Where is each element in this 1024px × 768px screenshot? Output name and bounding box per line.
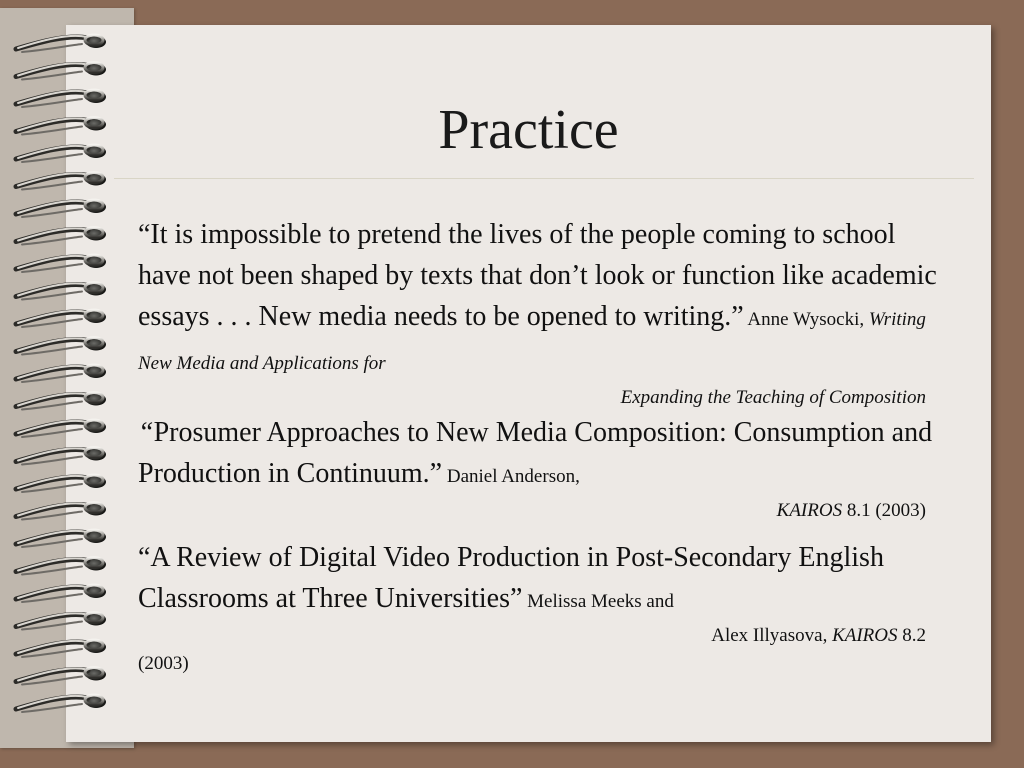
notebook-page <box>66 25 991 742</box>
citation-journal-line <box>138 497 938 525</box>
citation-author: Melissa Meeks and <box>522 591 674 612</box>
citation-issue: 8.2 <box>897 625 926 646</box>
citation-work: Writing New Media and Applications for <box>138 309 926 374</box>
slide-title: Practice <box>438 99 619 161</box>
quote-wysocki <box>138 214 938 384</box>
citation-journal: KAIROS <box>776 500 843 521</box>
citation-author: Daniel Anderson, <box>442 466 580 487</box>
title-divider <box>114 178 974 179</box>
citation-work-continued: Expanding the Teaching of Composition <box>620 387 926 408</box>
quote-text: “A Review of Digital Video Production in Post-Secondary English Classrooms at Three Universities” <box>138 542 884 614</box>
quote-text: “It is impossible to pretend the lives of the people coming to school have not been shaped by texts that don’t look or function like academic essays . . . New media needs to be opened to writing.” <box>138 219 937 332</box>
quote-meeks <box>138 537 938 622</box>
quote-anderson <box>138 412 938 497</box>
citation-journal: KAIROS <box>832 625 898 646</box>
citation-issue: 8.1 (2003) <box>842 500 926 521</box>
citation-author: Anne Wysocki, <box>743 309 869 330</box>
slide-body <box>138 214 938 678</box>
open-quote-mark: “ <box>138 417 154 448</box>
citation-year: (2003) <box>138 653 189 674</box>
quote-text: Prosumer Approaches to New Media Composition: Consumption and Production in Continuum.” <box>138 417 933 489</box>
citation-journal-line <box>138 622 938 650</box>
citation-author-continued: Alex Illyasova, <box>711 625 833 646</box>
